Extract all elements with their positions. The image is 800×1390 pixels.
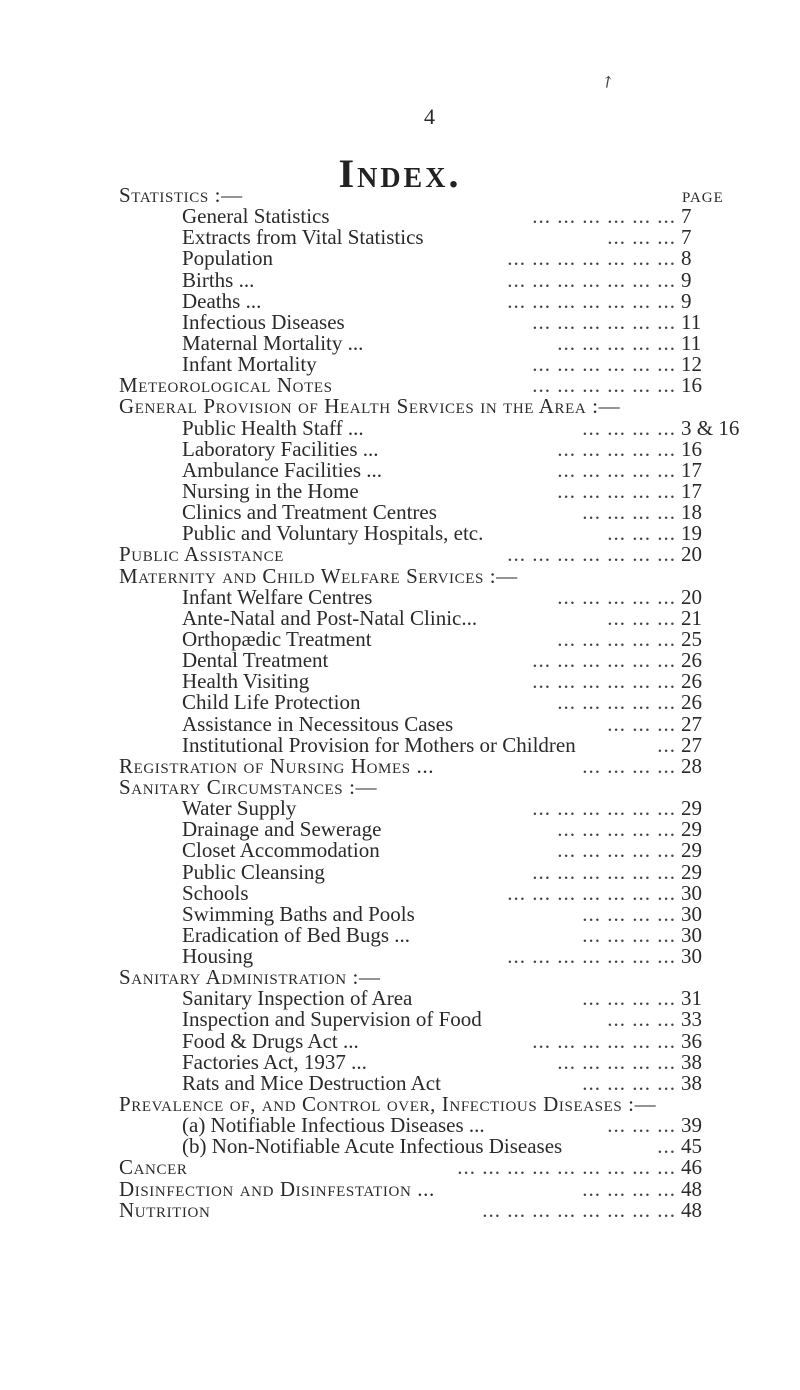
entry-page-number: 25 — [681, 626, 702, 651]
dot-leader: ... ... ... ... ... ... — [532, 669, 676, 694]
entry-page-number: 29 — [681, 838, 702, 863]
dot-leader: ... ... ... — [607, 1007, 676, 1032]
dot-leader: ... ... ... ... — [582, 986, 676, 1011]
entry-title: Water Supply — [182, 796, 297, 821]
index-entry — [0, 753, 800, 778]
entry-page-number: 29 — [681, 796, 702, 821]
entry-title: Nutrition — [119, 1197, 211, 1222]
index-entry — [0, 248, 800, 269]
index-entry — [0, 1115, 800, 1136]
entry-title: Prevalence of, and Control over, Infectious Diseases :— — [119, 1092, 657, 1117]
entry-title: Closet Accommodation — [182, 838, 380, 863]
entry-title: Extracts from Vital Statistics — [182, 225, 424, 250]
index-entry — [0, 375, 800, 396]
entry-page-number: 16 — [681, 373, 702, 398]
index-entry — [0, 774, 800, 799]
entry-page-number: 29 — [681, 817, 702, 842]
dot-leader: ... ... ... ... ... ... — [532, 309, 676, 334]
index-list — [0, 185, 800, 1221]
entry-page-number: 27 — [681, 732, 702, 757]
entry-title: Housing — [182, 944, 254, 969]
entry-page-number: 17 — [681, 478, 702, 503]
dot-leader: ... ... ... — [607, 225, 676, 250]
entry-page-number: 46 — [681, 1155, 702, 1180]
index-entry — [0, 732, 800, 757]
index-entry — [0, 967, 800, 988]
dot-leader: ... — [657, 1134, 676, 1159]
entry-page-number: 11 — [681, 309, 702, 334]
entry-title: Registration of Nursing Homes ... — [119, 753, 435, 778]
dot-leader: ... ... ... ... ... ... ... — [507, 288, 676, 313]
index-entry — [0, 584, 800, 609]
entry-title: Statistics :— — [119, 183, 243, 207]
entry-page-number: 48 — [681, 1176, 702, 1201]
index-entry — [0, 880, 800, 905]
dot-leader: ... ... ... ... — [582, 1176, 676, 1201]
entry-title: Institutional Provision for Mothers or Children — [182, 732, 576, 757]
dot-leader: ... ... ... ... ... ... — [532, 352, 676, 377]
entry-page-number: 30 — [681, 901, 702, 926]
entry-page-number: 38 — [681, 1070, 702, 1095]
dot-leader: ... ... ... ... ... — [557, 457, 676, 482]
dot-leader: ... ... ... ... ... — [557, 626, 676, 651]
entry-title: Public Assistance — [119, 542, 284, 567]
entry-page-number: 19 — [681, 521, 702, 546]
entry-title: Population — [182, 246, 274, 271]
dot-leader: ... ... ... ... ... ... ... ... ... — [457, 1155, 676, 1180]
entry-page-number: 31 — [681, 986, 702, 1011]
entry-page-number: 28 — [681, 753, 702, 778]
entry-title: Health Visiting — [182, 669, 310, 694]
entry-title: Deaths ... — [182, 288, 262, 313]
entry-title: Schools — [182, 880, 249, 905]
index-entry — [0, 1009, 800, 1030]
entry-page-number: 33 — [681, 1007, 702, 1032]
dot-leader: ... ... ... — [607, 521, 676, 546]
entry-page-number: 26 — [681, 669, 702, 694]
entry-title: Ante-Natal and Post-Natal Clinic... — [182, 605, 478, 630]
entry-page-number: 39 — [681, 1113, 702, 1138]
index-entry — [0, 988, 800, 1009]
index-entry — [0, 671, 800, 692]
entry-title: Rats and Mice Destruction Act — [182, 1070, 441, 1095]
index-entry — [0, 650, 800, 671]
entry-page-number: 27 — [681, 711, 702, 736]
page-title: Index. — [338, 151, 462, 196]
entry-title: Drainage and Sewerage — [182, 817, 382, 842]
dot-leader: ... ... ... ... ... ... ... — [507, 880, 676, 905]
entry-page-number: 36 — [681, 1028, 702, 1053]
entry-page-number: 7 — [681, 225, 692, 250]
entry-title: General Provision of Health Services in the Area :— — [119, 394, 621, 419]
dot-leader: ... ... ... ... ... — [557, 817, 676, 842]
index-entry — [0, 1094, 800, 1115]
index-entry — [0, 1028, 800, 1053]
index-entry — [0, 1157, 800, 1178]
entry-page-number: 20 — [681, 584, 702, 609]
entry-page-number: 9 — [681, 267, 692, 292]
entry-page-number: 26 — [681, 648, 702, 673]
index-entry — [0, 1197, 800, 1222]
dot-leader: ... ... ... ... — [582, 922, 676, 947]
dot-leader: ... — [657, 732, 676, 757]
index-entry — [0, 267, 800, 292]
index-entry — [0, 1136, 800, 1157]
entry-title: Orthopædic Treatment — [182, 626, 372, 651]
entry-title: Food & Drugs Act ... — [182, 1028, 359, 1053]
dot-leader: ... ... ... ... — [582, 901, 676, 926]
dot-leader: ... ... ... ... ... ... — [532, 648, 676, 673]
entry-title: Swimming Baths and Pools — [182, 901, 415, 926]
entry-title: Laboratory Facilities ... — [182, 436, 379, 461]
entry-title: Disinfection and Disinfestation ... — [119, 1176, 435, 1201]
dot-leader: ... ... ... ... ... — [557, 690, 676, 715]
entry-page-number: 30 — [681, 880, 702, 905]
index-entry — [0, 330, 800, 355]
dot-leader: ... ... ... ... ... ... — [532, 373, 676, 398]
dot-leader: ... ... ... ... ... ... — [532, 204, 676, 229]
entry-page-number: 17 — [681, 457, 702, 482]
entry-title: Public Cleansing — [182, 859, 325, 884]
dot-leader: ... ... ... ... — [582, 415, 676, 440]
entry-title: Assistance in Necessitous Cases — [182, 711, 454, 736]
entry-title: Sanitary Circumstances :— — [119, 774, 378, 799]
corner-pencil-mark: ↗ — [597, 71, 619, 94]
dot-leader: ... ... ... ... ... ... ... — [507, 246, 676, 271]
entry-title: (a) Notifiable Infectious Diseases ... — [182, 1113, 485, 1138]
entry-title: Clinics and Treatment Centres — [182, 500, 437, 525]
dot-leader: ... ... ... ... ... — [557, 436, 676, 461]
entry-page-number: 3 & 16 — [681, 415, 740, 440]
entry-title: Maternity and Child Welfare Services :— — [119, 563, 518, 588]
dot-leader: ... ... ... ... ... — [557, 838, 676, 863]
index-entry — [0, 544, 800, 565]
entry-page-number: 29 — [681, 859, 702, 884]
index-entry — [0, 563, 800, 588]
index-entry — [0, 309, 800, 334]
dot-leader: ... ... ... ... ... ... ... ... — [482, 1197, 676, 1222]
index-entry — [0, 185, 800, 206]
index-entry — [0, 692, 800, 713]
index-entry — [0, 288, 800, 313]
dot-leader: ... ... ... ... ... — [557, 1049, 676, 1074]
entry-title: Births ... — [182, 267, 255, 292]
entry-title: Public and Voluntary Hospitals, etc. — [182, 521, 484, 546]
entry-page-number: 45 — [681, 1134, 702, 1159]
entry-title: Ambulance Facilities ... — [182, 457, 383, 482]
index-entry — [0, 354, 800, 375]
entry-title: Nursing in the Home — [182, 478, 359, 503]
dot-leader: ... ... ... ... ... — [557, 330, 676, 355]
entry-page-number: 18 — [681, 500, 702, 525]
entry-page-number: 48 — [681, 1197, 702, 1222]
entry-title: Maternal Mortality ... — [182, 330, 364, 355]
index-entry — [0, 457, 800, 482]
dot-leader: ... ... ... ... ... ... — [532, 796, 676, 821]
index-entry — [0, 396, 800, 417]
entry-page-number: 20 — [681, 542, 702, 567]
entry-title: Public Health Staff ... — [182, 415, 364, 440]
entry-page-number: 8 — [681, 246, 692, 271]
index-entry — [0, 840, 800, 861]
dot-leader: ... ... ... ... ... — [557, 584, 676, 609]
page-column-header: page — [682, 183, 724, 207]
entry-title: Sanitary Inspection of Area — [182, 986, 413, 1011]
index-entry — [0, 502, 800, 523]
entry-page-number: 9 — [681, 288, 692, 313]
dot-leader: ... ... ... ... ... ... — [532, 859, 676, 884]
entry-page-number: 12 — [681, 352, 702, 377]
dot-leader: ... ... ... ... ... ... ... — [507, 267, 676, 292]
entry-page-number: 7 — [681, 204, 692, 229]
entry-page-number: 11 — [681, 330, 702, 355]
index-entry — [0, 626, 800, 651]
index-entry — [0, 1049, 800, 1074]
dot-leader: ... ... ... ... ... — [557, 478, 676, 503]
entry-title: Meteorological Notes — [119, 373, 333, 398]
entry-title: Factories Act, 1937 ... — [182, 1049, 367, 1074]
entry-page-number: 21 — [681, 605, 702, 630]
dot-leader: ... ... ... ... ... ... ... — [507, 542, 676, 567]
dot-leader: ... ... ... — [607, 605, 676, 630]
entry-title: Cancer — [119, 1155, 188, 1180]
index-entry — [0, 1176, 800, 1201]
entry-page-number: 16 — [681, 436, 702, 461]
index-entry — [0, 1070, 800, 1095]
dot-leader: ... ... ... — [607, 1113, 676, 1138]
index-entry — [0, 227, 800, 248]
index-entry — [0, 415, 800, 440]
index-entry — [0, 819, 800, 840]
dot-leader: ... ... ... ... — [582, 1070, 676, 1095]
index-entry — [0, 523, 800, 544]
entry-title: Sanitary Administration :— — [119, 965, 381, 990]
dot-leader: ... ... ... ... ... ... — [532, 1028, 676, 1053]
index-entry — [0, 798, 800, 819]
entry-title: Child Life Protection — [182, 690, 361, 715]
index-entry — [0, 901, 800, 926]
index-entry — [0, 436, 800, 461]
index-entry — [0, 206, 800, 227]
index-entry — [0, 922, 800, 947]
dot-leader: ... ... ... ... — [582, 753, 676, 778]
entry-page-number: 38 — [681, 1049, 702, 1074]
index-entry — [0, 859, 800, 884]
entry-title: Inspection and Supervision of Food — [182, 1007, 482, 1032]
entry-title: Eradication of Bed Bugs ... — [182, 922, 411, 947]
entry-page-number: 30 — [681, 944, 702, 969]
entry-title: Infectious Diseases — [182, 309, 345, 334]
page-number: 4 — [424, 104, 435, 129]
entry-page-number: 30 — [681, 922, 702, 947]
entry-title: (b) Non-Notifiable Acute Infectious Diseases — [182, 1134, 563, 1159]
dot-leader: ... ... ... ... — [582, 500, 676, 525]
dot-leader: ... ... ... ... ... ... ... — [507, 944, 676, 969]
index-entry — [0, 605, 800, 630]
index-entry — [0, 478, 800, 503]
dot-leader: ... ... ... — [607, 711, 676, 736]
index-entry — [0, 711, 800, 736]
entry-title: Dental Treatment — [182, 648, 329, 673]
entry-title: Infant Welfare Centres — [182, 584, 373, 609]
entry-page-number: 26 — [681, 690, 702, 715]
entry-title: General Statistics — [182, 204, 330, 229]
entry-title: Infant Mortality — [182, 352, 317, 377]
index-entry — [0, 946, 800, 967]
